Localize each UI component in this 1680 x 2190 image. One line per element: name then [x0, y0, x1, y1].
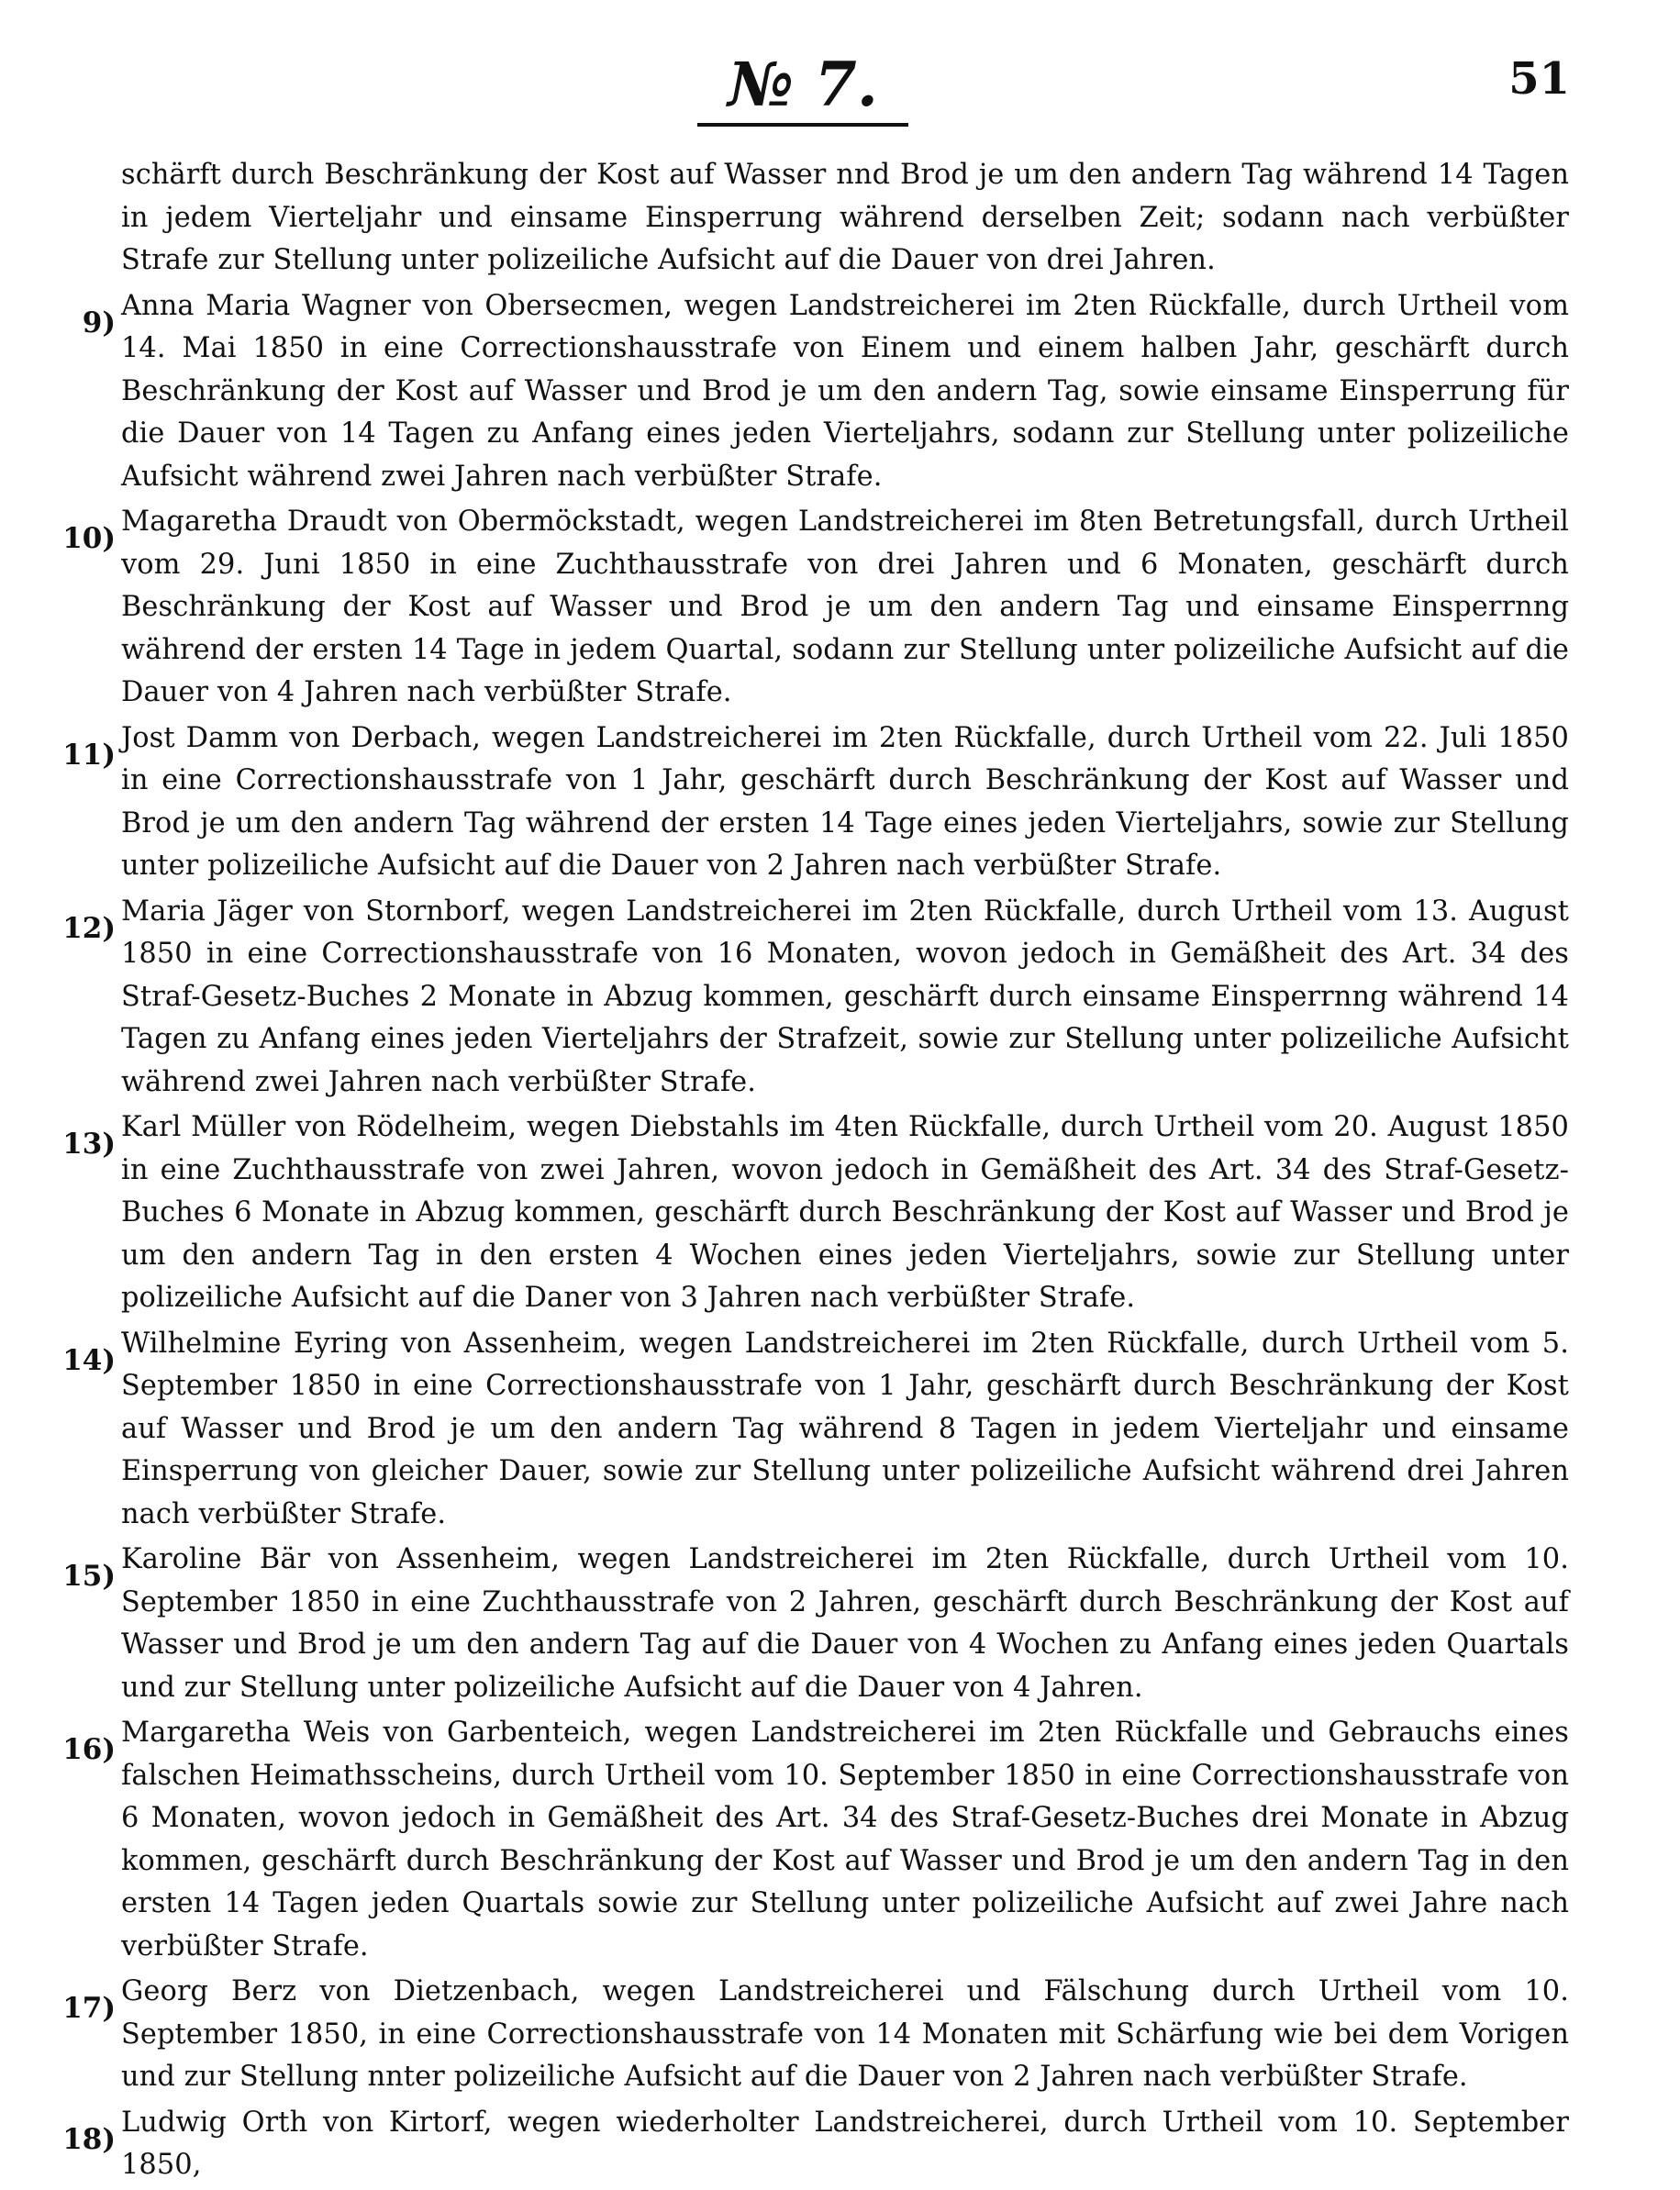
- entry-text: Magaretha Draudt von Obermöckstadt, wegen Landstreicherei im 8ten Betretungsfall, durch Urtheil vom 29. Juni 1850 in eine Zuchthausstrafe von drei Jahren und 6 Monaten, geschärft durch Beschränkung der Kost auf Wasser und Brod je um den andern Tag und einsame Einsperrnng während der ersten 14 Tage in jedem Quartal, sodann zur Stellung unter polizeiliche Aufsicht auf die Dauer von 4 Jahren nach verbüßter Strafe.: [121, 506, 1569, 708]
- entry-16: [28, 1712, 1569, 1968]
- entry-12: [28, 891, 1569, 1105]
- entry-text: Georg Berz von Dietzenbach, wegen Landstreicherei und Fälschung durch Urtheil vom 10. September 1850, in eine Correctionshausstrafe von 14 Monaten mit Schärfung wie bei dem Vorigen und zur Stellung nnter polizeiliche Aufsicht auf die Dauer von 2 Jahren nach verbüßter Strafe.: [121, 1975, 1569, 2093]
- entry-number: 16): [62, 1733, 116, 1766]
- entry-text: schärft durch Beschränkung der Kost auf Wasser nnd Brod je um den andern Tag während 14 Tagen in jedem Vierteljahr und einsame Einsperrung während derselben Zeit; sodann nach verbüßter Strafe zur Stellung unter polizeiliche Aufsicht auf die Dauer von drei Jahren.: [121, 159, 1569, 276]
- entry-text: Anna Maria Wagner von Obersecmen, wegen Landstreicherei im 2ten Rückfalle, durch Urtheil vom 14. Mai 1850 in eine Correctionshausstrafe von Einem und einem halben Jahr, geschärft durch Beschränkung der Kost auf Wasser und Brod je um den andern Tag, sowie einsame Einsperrung für die Dauer von 14 Tagen zu Anfang eines jeden Vierteljahrs, sodann zur Stellung unter polizeiliche Aufsicht während zwei Jahren nach verbüßter Strafe.: [121, 289, 1569, 493]
- entry-number: 17): [62, 1992, 116, 2025]
- page-header: [0, 48, 1680, 121]
- entry-9: [28, 285, 1569, 499]
- entry-number: 18): [62, 2122, 116, 2156]
- page-number: 51: [1508, 53, 1570, 105]
- entry-18: [28, 2102, 1569, 2187]
- entry-15: [28, 1539, 1569, 1709]
- entry-number: 11): [62, 738, 116, 772]
- entry-14: [28, 1323, 1569, 1537]
- entry-text: Karl Müller von Rödelheim, wegen Diebstahls im 4ten Rückfalle, durch Urtheil vom 20. August 1850 in eine Zuchthausstrafe von zwei Jahren, wovon jedoch in Gemäßheit des Art. 34 des Straf-Gesetz-Buches 6 Monate in Abzug kommen, geschärft durch Beschränkung der Kost auf Wasser und Brod je um den andern Tag in den ersten 4 Wochen eines jeden Vierteljahrs, sowie zur Stellung unter polizeiliche Aufsicht auf die Daner von 3 Jahren nach verbüßter Strafe.: [121, 1111, 1569, 1314]
- entry-number: 14): [62, 1343, 116, 1377]
- entry-17: [28, 1971, 1569, 2099]
- entry-11: [28, 717, 1569, 888]
- entry-number: 9): [82, 306, 116, 339]
- entry-text: Wilhelmine Eyring von Assenheim, wegen Landstreicherei im 2ten Rückfalle, durch Urtheil vom 5. September 1850 in eine Correctionshausstrafe von 1 Jahr, geschärft durch Beschränkung der Kost auf Wasser und Brod je um den andern Tag während 8 Tagen in jedem Vierteljahr und einsame Einsperrung von gleicher Dauer, sowie zur Stellung unter polizeiliche Aufsicht während drei Jahren nach verbüßter Strafe.: [121, 1327, 1569, 1530]
- entry-text: Maria Jäger von Stornborf, wegen Landstreicherei im 2ten Rückfalle, durch Urtheil vom 13. August 1850 in eine Correctionshausstrafe von 16 Monaten, wovon jedoch in Gemäßheit des Art. 34 des Straf-Gesetz-Buches 2 Monate in Abzug kommen, geschärft durch einsame Einsperrnng während 14 Tagen zu Anfang eines jeden Vierteljahrs der Strafzeit, sowie zur Stellung unter polizeiliche Aufsicht während zwei Jahren nach verbüßter Strafe.: [121, 895, 1569, 1098]
- entry-number: 13): [62, 1128, 116, 1161]
- entry-13: [28, 1106, 1569, 1320]
- entry-10: [28, 501, 1569, 715]
- entry-number: 10): [62, 522, 116, 555]
- entry-text: Margaretha Weis von Garbenteich, wegen Landstreicherei im 2ten Rückfalle und Gebrauchs eines falschen Heimathsscheins, durch Urtheil vom 10. September 1850 in eine Correctionshausstrafe von 6 Monaten, wovon jedoch in Gemäßheit des Art. 34 des Straf-Gesetz-Buches drei Monate in Abzug kommen, geschärft durch Beschränkung der Kost auf Wasser und Brod je um den andern Tag in den ersten 14 Tagen jeden Quartals sowie zur Stellung unter polizeiliche Aufsicht auf zwei Jahre nach verbüßter Strafe.: [121, 1717, 1569, 1962]
- entries-list: [28, 154, 1569, 2190]
- entry-number: 15): [62, 1560, 116, 1593]
- entry-text: Jost Damm von Derbach, wegen Landstreicherei im 2ten Rückfalle, durch Urtheil vom 22. Juli 1850 in eine Correctionshausstrafe von 1 Jahr, geschärft durch Beschränkung der Kost auf Wasser und Brod je um den andern Tag während der ersten 14 Tage eines jeden Vierteljahrs, sowie zur Stellung unter polizeiliche Aufsicht auf die Dauer von 2 Jahren nach verbüßter Strafe.: [121, 721, 1569, 882]
- entry-number: 12): [62, 911, 116, 945]
- entry-text: Ludwig Orth von Kirtorf, wegen wiederholter Landstreicherei, durch Urtheil vom 10. September 1850,: [121, 2106, 1569, 2181]
- continuation-paragraph: [28, 154, 1569, 283]
- entry-text: Karoline Bär von Assenheim, wegen Landstreicherei im 2ten Rückfalle, durch Urtheil vom 10. September 1850 in eine Zuchthausstrafe von 2 Jahren, geschärft durch Beschränkung der Kost auf Wasser und Brod je um den andern Tag auf die Dauer von 4 Wochen zu Anfang eines jeden Quartals und zur Stellung unter polizeiliche Aufsicht auf die Dauer von 4 Jahren.: [121, 1543, 1569, 1704]
- issue-number: № 7.: [697, 48, 908, 127]
